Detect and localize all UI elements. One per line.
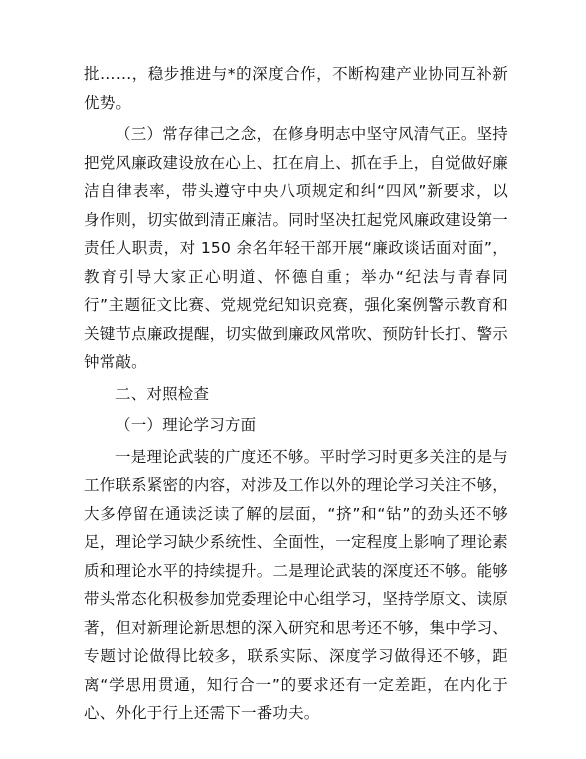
- paragraph-continuation: 批……，稳步推进与*的深度合作，不断构建产业协同互补新优势。: [84, 65, 508, 112]
- paragraph-self-discipline: （三）常存律己之念，在修身明志中坚守风清气正。坚持把党风廉政建设放在心上、扛在肩上、抓在手上，自觉做好廉洁自律表率，带头遵守中央八项规定和纠“四风”新要求，以身作则，切实做到清正廉洁。同时坚决扛起党风廉政建设第一责任人职责，对 150 余名年轻干部开展“廉政谈话面对面”，教育引导大家正心明道、怀德自重；举办“纪法与青春同行”主题征文比赛、党规党纪知识竞赛，强化案例警示教育和关键节点廉政提醒，切实做到廉政风常吹、预防针长打、警示钟常敲。: [84, 125, 508, 371]
- document-body: [84, 60, 508, 728]
- paragraph-theory-study-issues: 一是理论武装的广度还不够。平时学习时更多关注的是与工作联系紧密的内容，对涉及工作以外的理论学习关注不够，大多停留在通读泛读了解的层面，“挤”和“钻”的劲头还不够足，理论学习缺少系统性、全面性，一定程度上影响了理论素质和理论水平的持续提升。二是理论武装的深度还不够。能够带头常态化积极参加党委理论中心组学习，坚持学原文、读原著，但对新理论新思想的深入研究和思考还不够，集中学习、专题讨论做得比较多，联系实际、深度学习做得还不够，距离“学思用贯通，知行合一”的要求还有一定差距，在内化于心、外化于行上还需下一番功夫。: [84, 447, 508, 722]
- section-heading-comparison-check: 二、对照检查: [115, 384, 210, 403]
- subsection-heading-theory-study: （一）理论学习方面: [115, 416, 257, 434]
